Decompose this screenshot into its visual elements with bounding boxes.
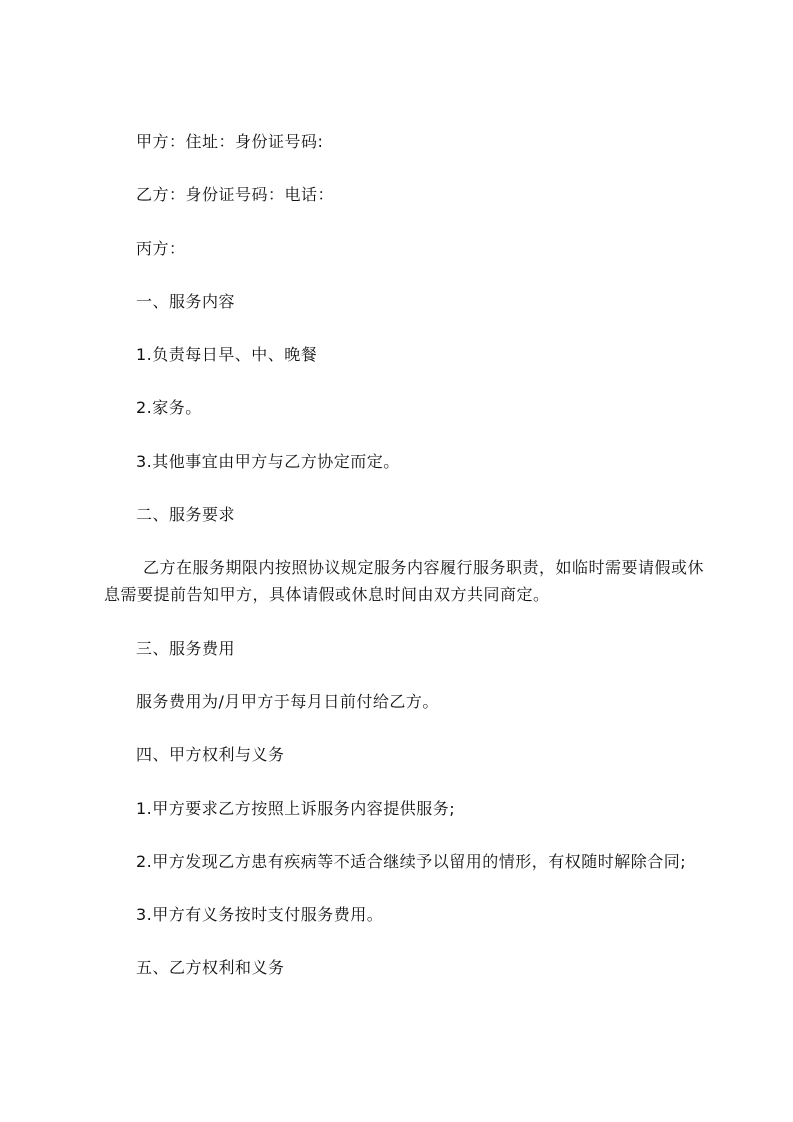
party-c-line: 丙方： <box>136 238 186 258</box>
section-heading-party-b-rights: 五、乙方权利和义务 <box>136 958 285 978</box>
list-item: 2.家务。 <box>136 398 202 418</box>
section-heading-service-fees: 三、服务费用 <box>136 638 236 658</box>
list-item: 1.甲方要求乙方按照上诉服务内容提供服务; <box>136 798 456 818</box>
list-item: 3.甲方有义务按时支付服务费用。 <box>136 905 384 925</box>
section-heading-party-a-rights: 四、甲方权利与义务 <box>136 745 285 765</box>
document-page <box>104 128 709 1008</box>
list-item: 3.其他事宜由甲方与乙方协定而定。 <box>136 451 400 471</box>
service-requirements-paragraph: 乙方在服务期限内按照协议规定服务内容履行服务职责，如临时需要请假或休息需要提前告知甲方，具体请假或休息时间由双方共同商定。 <box>104 558 705 605</box>
list-item: 2.甲方发现乙方患有疾病等不适合继续予以留用的情形，有权随时解除合同; <box>136 851 687 871</box>
party-b-line: 乙方：身份证号码：电话： <box>136 185 335 205</box>
section-heading-service-content: 一、服务内容 <box>136 291 236 311</box>
service-fees-paragraph: 服务费用为/月甲方于每月日前付给乙方。 <box>136 691 439 711</box>
party-a-line: 甲方：住址：身份证号码: <box>136 132 324 151</box>
list-item: 1.负责每日早、中、晚餐 <box>136 345 318 365</box>
section-heading-service-requirements: 二、服务要求 <box>136 505 236 525</box>
